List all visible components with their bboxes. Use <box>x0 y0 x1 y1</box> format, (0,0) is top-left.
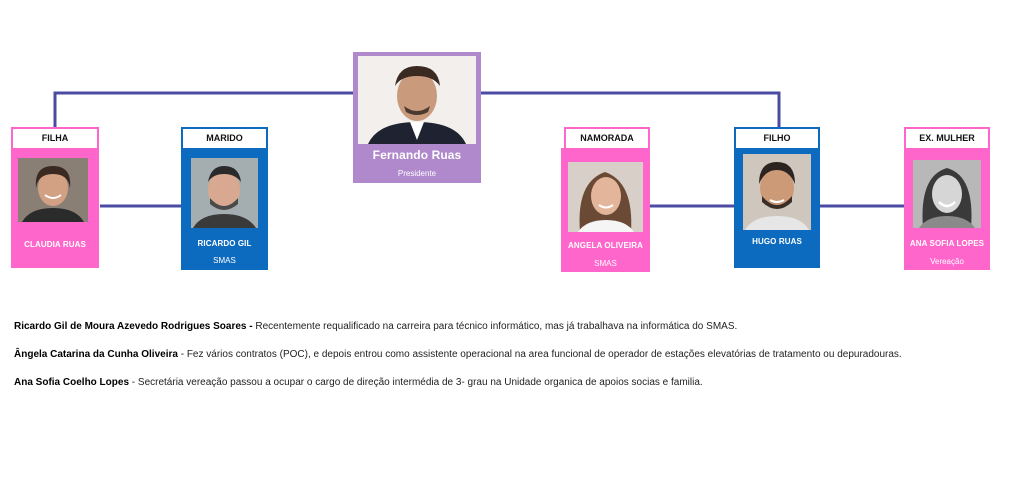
member-tag-filho: FILHO <box>734 127 820 150</box>
member-tag-ex-mulher: EX. MULHER <box>904 127 990 150</box>
member-photo-filho <box>743 154 811 230</box>
member-tag-namorada: NAMORADA <box>564 127 650 150</box>
notes-section <box>14 321 1014 405</box>
portrait-claudia-ruas <box>18 158 88 222</box>
note-name: Ana Sofia Coelho Lopes <box>14 377 130 388</box>
member-card-namorada <box>561 148 650 272</box>
member-photo-ex-mulher <box>913 160 981 228</box>
note-name: Ricardo Gil de Moura Azevedo Rodrigues Soares <box>14 321 247 332</box>
note-text: Secretária vereação passou a ocupar o cargo de direção intermédia de 3- grau na Unidade organica de apoios socias e familia. <box>137 377 703 388</box>
note-separator: - <box>129 377 138 388</box>
portrait-hugo-ruas <box>743 154 811 230</box>
portrait-ana-sofia-lopes <box>913 160 981 228</box>
note-separator: - <box>177 349 187 360</box>
portrait-angela-oliveira <box>568 162 643 232</box>
center-card <box>353 52 481 183</box>
center-photo <box>358 56 476 144</box>
note-text: Recentemente requalificado na carreira para técnico informático, mas já trabalhava na informática do SMAS. <box>255 321 738 332</box>
member-role-ex-mulher: Vereação <box>930 257 964 266</box>
member-name-namorada: ANGELA OLIVEIRA <box>568 241 643 250</box>
member-photo-marido <box>191 158 258 228</box>
center-role: Presidente <box>397 169 437 178</box>
member-photo-filha <box>18 158 88 222</box>
portrait-ricardo-gil <box>191 158 258 228</box>
member-card-marido <box>181 150 268 270</box>
connector-left-branch <box>55 93 354 127</box>
member-role-namorada: SMAS <box>594 259 617 268</box>
member-name-filha: CLAUDIA RUAS <box>24 240 86 249</box>
note-ana-sofia-lopes <box>14 377 1014 389</box>
center-name: Fernando Ruas <box>372 148 462 162</box>
connector-right-branch <box>480 93 779 127</box>
member-card-filho <box>734 148 820 268</box>
note-text: Fez vários contratos (POC), e depois entrou como assistente operacional na area funcional de operador de estações elevatórias de tratamento ou depuradouras. <box>186 349 902 360</box>
note-separator: - <box>246 321 256 332</box>
note-angela-oliveira <box>14 349 1014 361</box>
note-name: Ângela Catarina da Cunha Oliveira <box>14 349 178 360</box>
member-tag-filha: FILHA <box>11 127 99 150</box>
member-photo-namorada <box>568 162 643 232</box>
member-name-ex-mulher: ANA SOFIA LOPES <box>909 239 985 248</box>
member-name-marido: RICARDO GIL <box>197 239 252 248</box>
member-card-filha <box>11 146 99 268</box>
portrait-fernando-ruas <box>358 56 476 144</box>
note-ricardo-gil <box>14 321 1014 333</box>
member-card-ex-mulher <box>904 148 990 270</box>
member-name-filho: HUGO RUAS <box>752 237 802 246</box>
member-tag-marido: MARIDO <box>181 127 268 150</box>
member-role-marido: SMAS <box>213 256 236 265</box>
